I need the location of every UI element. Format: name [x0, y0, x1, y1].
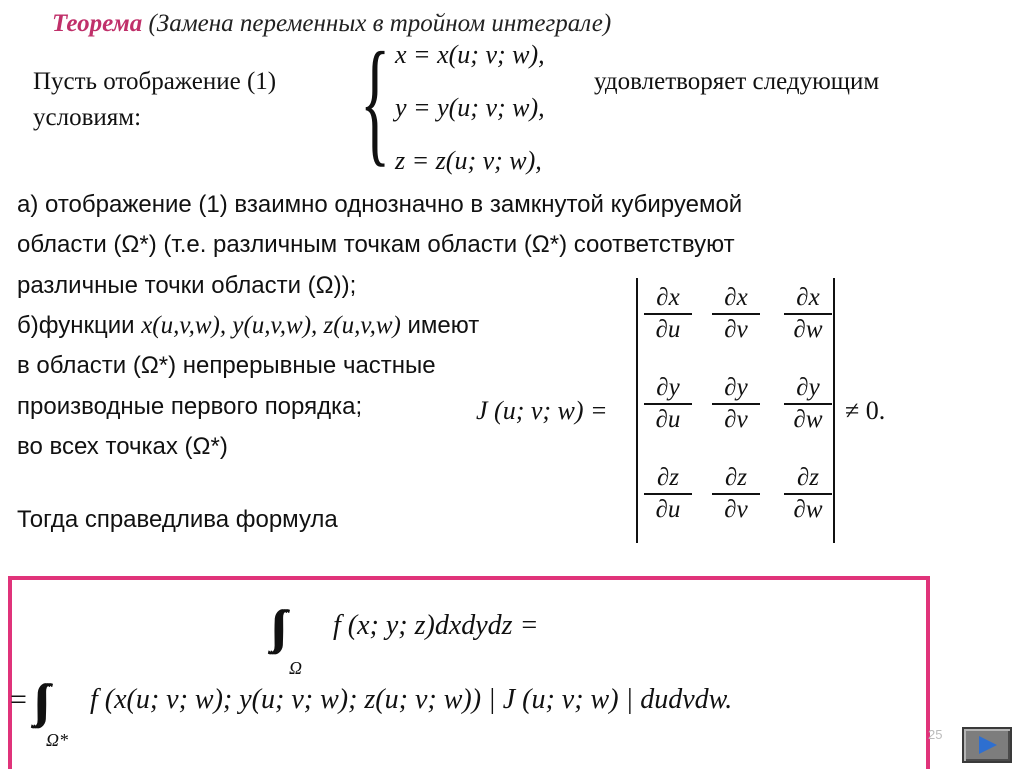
- partial-y-u: ∂y ∂u: [640, 374, 696, 434]
- determinant-left-bar: [636, 278, 638, 543]
- condition-a-line1: а) отображение (1) взаимно однозначно в замкнутой кубируемой: [17, 191, 743, 218]
- formula-frame: [8, 576, 930, 769]
- partial-x-v: ∂x ∂v: [708, 284, 764, 344]
- formula-line-1: f (x; y; z)dxdydz =: [333, 610, 539, 641]
- intro-line-2: условиям:: [33, 104, 142, 131]
- system-eq-z: z = z(u; v; w),: [395, 146, 542, 175]
- condition-b-line4: во всех точках (Ω*): [17, 433, 228, 460]
- system-brace: {: [360, 24, 391, 179]
- jacobian-lhs: J (u; v; w) =: [476, 396, 608, 425]
- slide-title: [52, 10, 611, 38]
- jacobian-nonzero: ≠ 0.: [845, 396, 886, 425]
- title-subject: (Замена переменных в тройном интеграле): [148, 10, 612, 37]
- title-theorem-word: Теорема: [52, 10, 143, 37]
- condition-a-line2: области (Ω*) (т.е. различным точкам области (Ω*) соответствуют: [17, 231, 735, 258]
- domain-omega: Ω: [289, 658, 303, 678]
- condition-b-line1: [17, 312, 479, 340]
- partial-z-v: ∂z ∂v: [708, 464, 764, 524]
- system-eq-x: x = x(u; v; w),: [395, 40, 545, 69]
- domain-omega-star: Ω*: [46, 730, 69, 750]
- partial-y-v: ∂y ∂v: [708, 374, 764, 434]
- condition-b-functions: x(u,v,w), y(u,v,w), z(u,v,w): [141, 312, 401, 339]
- condition-b-line3: производные первого порядка;: [17, 393, 363, 420]
- formula-equals: =: [10, 683, 27, 716]
- partial-z-u: ∂z ∂u: [640, 464, 696, 524]
- then-statement: Тогда справедлива формула: [17, 506, 338, 533]
- intro-right-text: удовлетворяет следующим: [594, 68, 880, 95]
- partial-z-w: ∂z ∂w: [780, 464, 836, 524]
- play-arrow-icon: [979, 736, 997, 754]
- page-number: 25: [928, 727, 943, 742]
- partial-x-w: ∂x ∂w: [780, 284, 836, 344]
- partial-x-u: ∂x ∂u: [640, 284, 696, 344]
- formula-line-2: f (x(u; v; w); y(u; v; w); z(u; v; w)) | J (u; v; w) | dudvdw.: [90, 684, 733, 715]
- partial-y-w: ∂y ∂w: [780, 374, 836, 434]
- intro-line-1: Пусть отображение (1): [33, 68, 277, 95]
- condition-b-prefix: б)функции: [17, 312, 142, 339]
- condition-b-line2: в области (Ω*) непрерывные частные: [17, 352, 436, 379]
- condition-a-line3: различные точки области (Ω));: [17, 272, 357, 299]
- next-slide-button[interactable]: [962, 727, 1012, 763]
- system-eq-y: y = y(u; v; w),: [395, 93, 545, 122]
- condition-b-suffix: имеют: [400, 312, 480, 339]
